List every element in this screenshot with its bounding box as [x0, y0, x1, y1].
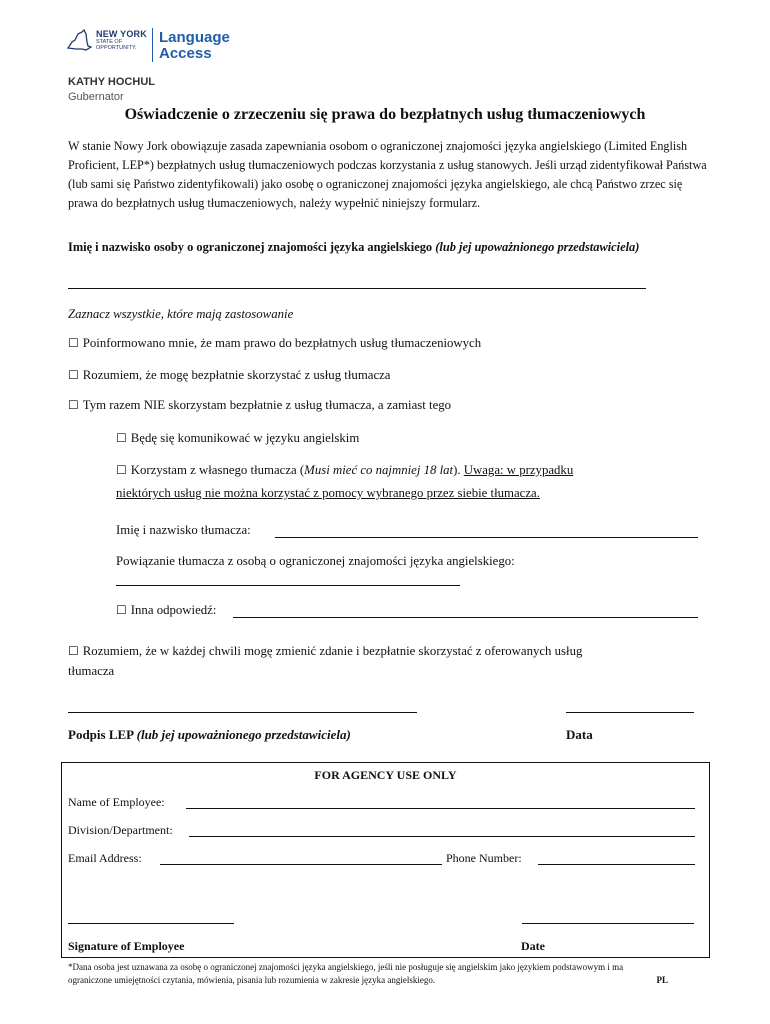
lep-signature-label — [68, 727, 351, 743]
lep-signature-label-text: Podpis LEP — [68, 727, 134, 742]
employee-signature-label: Signature of Employee — [68, 939, 185, 953]
language-access-logo — [66, 24, 266, 74]
lep-name-label-italic: (lub jej upoważnionego przedstawiciela) — [435, 240, 640, 254]
option-own-interpreter-note-2: niektórych usług nie można korzystać z pomocy wybranego przez siebie tłumacza. — [116, 486, 540, 500]
lep-signature-label-italic: (lub jej upoważnionego przedstawiciela) — [136, 727, 351, 742]
checkbox-icon[interactable]: ☐ — [68, 398, 79, 412]
logo-state-name: NEW YORK — [96, 29, 147, 39]
option-english-label: Będę się komunikować w języku angielskim — [130, 431, 360, 445]
lep-date-field[interactable] — [566, 712, 694, 713]
interpreter-name-field[interactable] — [275, 537, 698, 538]
checkbox-icon[interactable]: ☐ — [116, 431, 127, 445]
option-own-interpreter-close: ). — [453, 463, 461, 477]
logo-state-line2: STATE OF — [96, 39, 123, 45]
employee-date-field[interactable] — [522, 923, 694, 924]
option-informed-label: Poinformowano mnie, że mam prawo do bezpłatnych usług tłumaczeniowych — [82, 336, 482, 350]
instruction-text: Zaznacz wszystkie, które mają zastosowanie — [68, 307, 294, 321]
lep-name-label-text: Imię i nazwisko osoby o ograniczonej znajomości języka angielskiego — [68, 240, 433, 254]
employee-name-field[interactable] — [186, 808, 695, 809]
agency-use-box — [61, 762, 710, 958]
option-own-interpreter-age: Musi mieć co najmniej 18 lat — [304, 463, 454, 477]
option-change-mind-label: Rozumiem, że w każdej chwili mogę zmienić zdanie i bezpłatnie skorzystać z oferowanych usług — [82, 644, 583, 658]
checkbox-icon[interactable]: ☐ — [116, 463, 127, 477]
logo-divider — [152, 28, 153, 62]
option-change-mind-label-2: tłumacza — [68, 664, 115, 678]
page-title: Oświadczenie o zrzeczeniu się prawa do bezpłatnych usług tłumaczeniowych — [124, 106, 646, 123]
lep-name-label — [68, 237, 708, 257]
phone-label: Phone Number: — [446, 851, 522, 865]
interpreter-name-label: Imię i nazwisko tłumacza: — [116, 523, 251, 537]
logo-program-line1: Language — [159, 29, 230, 46]
option-own-interpreter-label: Korzystam z własnego tłumacza ( — [130, 463, 305, 477]
checkbox-icon[interactable]: ☐ — [68, 336, 79, 350]
checkbox-icon[interactable]: ☐ — [116, 603, 127, 617]
logo-program-line2: Access — [159, 45, 212, 62]
intro-paragraph: W stanie Nowy Jork obowiązuje zasada zapewniania osobom o ograniczonej znajomości języka angielskiego (Limited English Proficient, LEP*) bezpłatnych usług tłumaczeniowych podczas korzystania z usług stanowych. Jeśli urząd zidentyfikował Państwa (lub sami się Państwo zidentyfikowali) jako osobę o ograniczonej znajomości języka angielskiego, ale chcą Państwo zrzec się prawa do bezpłatnych usług tłumaczeniowych, należy wypełnić niniejszy formularz. — [68, 139, 707, 210]
governor-name: KATHY HOCHUL — [68, 76, 155, 88]
employee-date-label: Date — [521, 939, 545, 953]
option-own-interpreter[interactable] — [116, 461, 676, 480]
logo-state-line3: OPPORTUNITY. — [96, 45, 137, 51]
employee-name-label: Name of Employee: — [68, 795, 165, 809]
option-english[interactable] — [116, 429, 359, 448]
division-field[interactable] — [189, 836, 695, 837]
option-understand-free-label: Rozumiem, że mogę bezpłatnie skorzystać z usług tłumacza — [82, 368, 391, 382]
lep-date-label: Data — [566, 727, 593, 742]
agency-heading: FOR AGENCY USE ONLY — [314, 768, 457, 782]
option-own-interpreter-note-1: Uwaga: w przypadku — [463, 463, 574, 477]
footnote-line-1: *Dana osoba jest uznawana za osobę o ograniczonej znajomości języka angielskiego, jeśli nie posługuje się angielskim jako językiem podstawowym i ma — [68, 962, 624, 972]
employee-signature-field[interactable] — [68, 923, 234, 924]
option-change-mind[interactable] — [68, 642, 708, 661]
phone-field[interactable] — [538, 864, 695, 865]
email-label: Email Address: — [68, 851, 142, 865]
governor-title: Gubernator — [68, 91, 124, 103]
email-field[interactable] — [160, 864, 442, 865]
option-other[interactable] — [116, 601, 216, 620]
relationship-label: Powiązanie tłumacza z osobą o ograniczonej znajomości języka angielskiego: — [116, 554, 515, 568]
checkbox-icon[interactable]: ☐ — [68, 368, 79, 382]
option-understand-free[interactable] — [68, 366, 391, 385]
option-other-label: Inna odpowiedź: — [130, 603, 217, 617]
checkbox-icon[interactable]: ☐ — [68, 644, 79, 658]
new-york-state-map-icon — [66, 28, 92, 54]
relationship-field[interactable] — [116, 585, 460, 586]
footnote-line-2: ograniczone umiejętności czytania, mówienia, pisania lub rozumienia w zakresie języka angielskiego. — [68, 975, 436, 985]
language-code: PL — [656, 975, 668, 985]
lep-name-field[interactable] — [68, 288, 646, 289]
lep-signature-field[interactable] — [68, 712, 417, 713]
option-informed[interactable] — [68, 334, 481, 353]
footnote — [68, 961, 708, 987]
option-decline[interactable] — [68, 396, 451, 415]
option-decline-label: Tym razem NIE skorzystam bezpłatnie z usług tłumacza, a zamiast tego — [82, 398, 452, 412]
other-field[interactable] — [233, 617, 698, 618]
division-label: Division/Department: — [68, 823, 173, 837]
